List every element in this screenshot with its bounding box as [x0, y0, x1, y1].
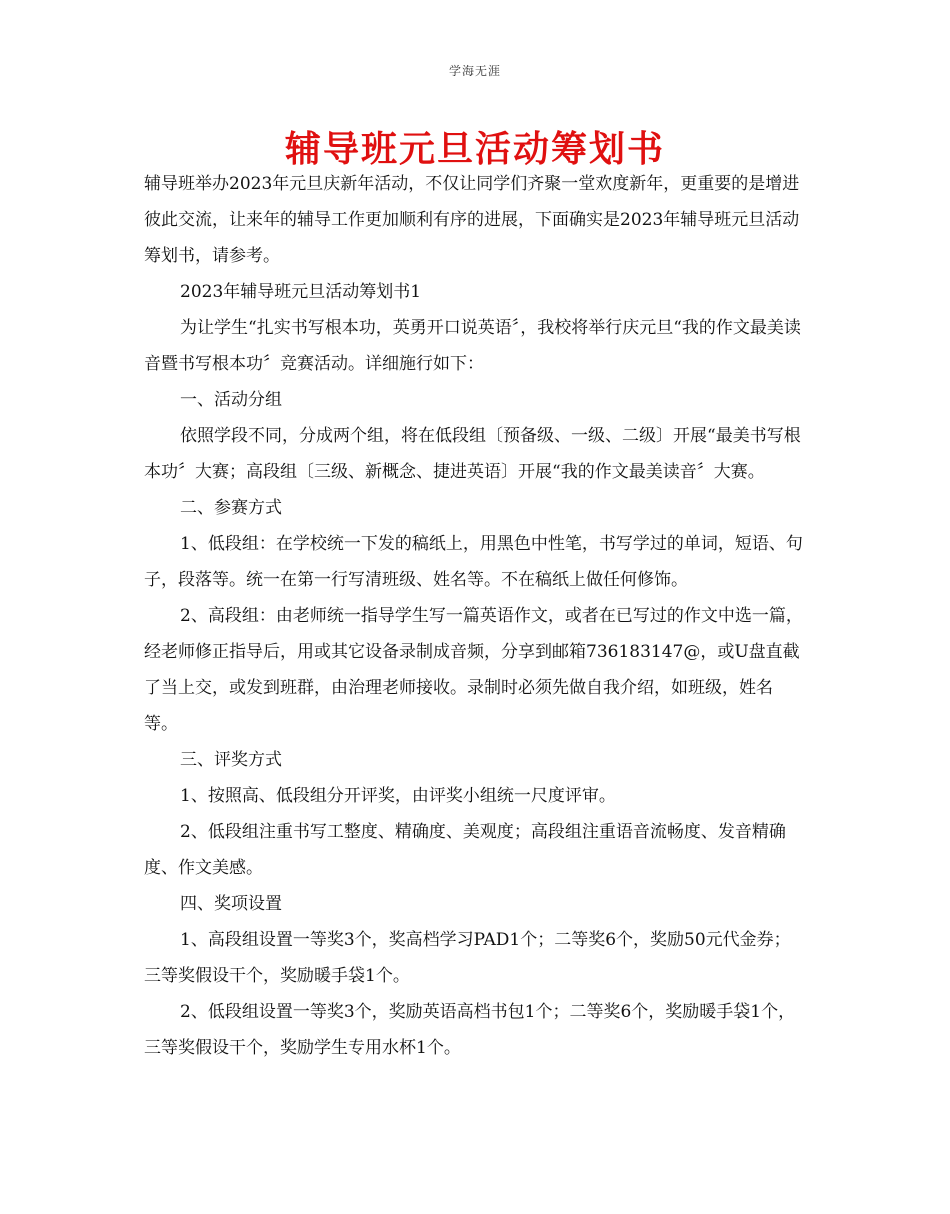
paragraph: 为让学生“扎实书写根本功，英勇开口说英语〞，我校将举行庆元旦“我的作文最美读音暨书写根本功〞竞赛活动。详细施行如下： — [144, 318, 801, 374]
section-heading: 四、奖项设置 — [180, 894, 282, 914]
document-body — [144, 166, 806, 1066]
document-title: 辅导班元旦活动筹划书 — [284, 129, 665, 170]
paragraph: 2、高段组：由老师统一指导学生写一篇英语作文，或者在已写过的作文中选一篇，经老师修正指导后，用或其它设备录制成音频，分享到邮箱736183147@，或U盘直截了当上交，或发到班群，由治理老师接收。录制时必须先做自我介绍，如班级，姓名等。 — [144, 606, 803, 734]
paragraph: 2023年辅导班元旦活动筹划书1 — [180, 282, 422, 302]
section-heading: 二、参赛方式 — [180, 498, 282, 518]
section-heading: 一、活动分组 — [180, 390, 282, 410]
paragraph: 1、高段组设置一等奖3个，奖高档学习PAD1个；二等奖6个，奖励50元代金券；三等奖假设干个，奖励暖手袋1个。 — [144, 930, 791, 986]
paragraph: 依照学段不同，分成两个组，将在低段组〔预备级、一级、二级〕开展“最美书写根本功〞大赛；高段组〔三级、新概念、捷进英语〕开展“我的作文最美读音〞大赛。 — [144, 426, 801, 482]
section-heading: 三、评奖方式 — [180, 750, 282, 770]
paragraph: 2、低段组注重书写工整度、精确度、美观度；高段组注重语音流畅度、发音精确度、作文美感。 — [144, 822, 786, 878]
paragraph: 1、按照高、低段组分开评奖，由评奖小组统一尺度评审。 — [180, 786, 616, 806]
paragraph: 2、低段组设置一等奖3个，奖励英语高档书包1个；二等奖6个，奖励暖手袋1个，三等奖假设干个，奖励学生专用水杯1个。 — [144, 1002, 796, 1058]
page-header: 学海无涯 — [448, 64, 501, 78]
paragraph: 1、低段组：在学校统一下发的稿纸上，用黑色中性笔，书写学过的单词，短语、句子，段落等。统一在第一行写清班级、姓名等。不在稿纸上做任何修饰。 — [144, 534, 803, 590]
paragraph: 辅导班举办2023年元旦庆新年活动，不仅让同学们齐聚一堂欢度新年，更重要的是增进彼此交流，让来年的辅导工作更加顺利有序的进展，下面确实是2023年辅导班元旦活动筹划书，请参考。 — [144, 174, 800, 266]
